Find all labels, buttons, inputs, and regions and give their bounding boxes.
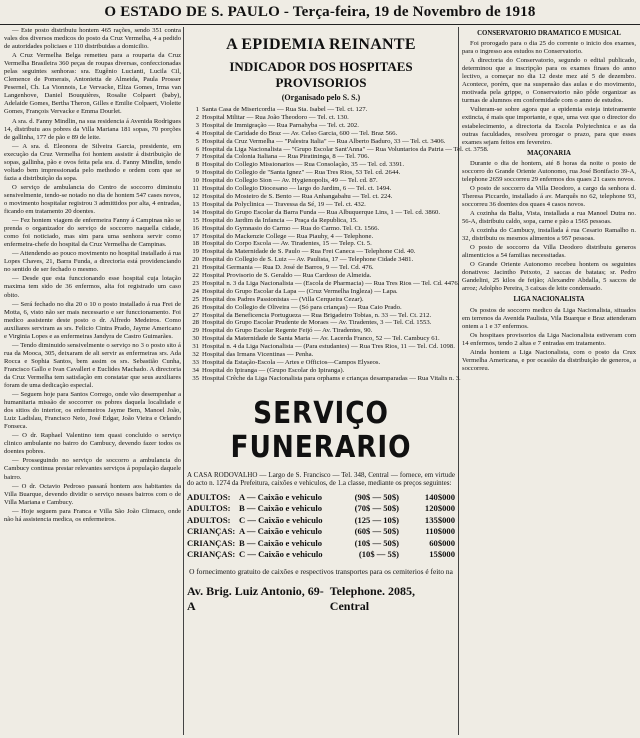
hospital-number: 9 (195, 169, 199, 177)
hospital-text: Hospital da Maternidade de S. Paulo — Rua Frei Caneca — Telephone Cid. 40. (202, 248, 416, 256)
hospital-number: 31 (192, 343, 199, 351)
hospital-text: Hospital da Colonia Italiana — Rua Piratininga, 8 — Tel. 706. (202, 153, 370, 161)
hospital-text: Hospital do Collegio Diocesano — largo do Jardim, 6 — Tel. ct. 1494. (202, 185, 392, 193)
hospital-entry (187, 351, 455, 359)
article-paragraph: O Grande Oriente Autonomo recebeu hontem os seguintes donativos: Jacintho Peixoto, 2 saccas de batatas; sr. Pedro Gandelini, 25 kilos de feijão; Alexandre Abdalla, 5 saccos de arroz; Adolpho Pereira, 3 caixas de leite condensado. (462, 261, 636, 293)
funeral-service-heading: SERVIÇO FUNERARIO (230, 395, 412, 465)
hospital-number: 19 (192, 248, 199, 256)
hospital-text: Hospital da Cruz Vermelha — "Palestra Italia" — Rua Alberto Baduro, 33 — Tel. ct. 3406. (202, 137, 446, 145)
hospital-entry (187, 225, 455, 233)
funeral-price-cell: B — Caixão e vehiculo (239, 537, 323, 548)
hospital-number: 13 (192, 200, 199, 208)
hospital-number: 17 (192, 232, 199, 240)
hospital-text: Hospital do Corpo Escola — Av. Tiradentes, 15 — Telep. Ct. 5. (202, 240, 372, 248)
article-paragraph: Os hospitaes provisorios da Liga Nacionalista estiveram com 14 enfermos, tendo 2 altas e 7 entradas em tratamento. (462, 331, 636, 347)
hospital-entry (187, 106, 455, 114)
hospital-entry (187, 114, 455, 122)
funeral-price-cell: 110$000 (425, 526, 455, 537)
article-paragraph: — Seguem hoje para Santos Corrego, onde vão desempenhar a humanitaria missão de soccorrer os pobres daquela localidade e dos sitios do interior, os enfermeiros Jayme Bem, Manoel João, Luiz Ladislau, Francisco Neto, José Edgar, João Vieira e Orlando Fonseca. (4, 391, 181, 431)
hospital-text: Hospital do Grupo Escolar Prudente de Moraes — Av. Tiradentes, 3 — Tel. Cd. 1553. (202, 319, 432, 327)
hospital-text: Hospital da Liga Nacionalista — "Grupo Escolar Sant'Anna" — Rua Voluntarios da Patria — Tel. ct. 3758. (202, 145, 489, 153)
hospital-entry (187, 169, 455, 177)
article-paragraph: — Será fechado no dia 20 o 10 o posto installado á rua Frei de Motta, 6, visto não ser mais necessario e ser funccionamento. Foi medico assistente deste posto o dr. Alfredo Medeiros. Como auxiliares serviram as srs. Felicio Cintra Prado, Jayme Americano e Virginia Lopes e as enfermeiras Jandyra de Castro Guimarães. (4, 300, 181, 340)
hospital-entry (187, 327, 455, 335)
hospital-number: 14 (192, 208, 199, 216)
hospital-text: Hospital de Caridade do Braz — Av. Celso Garcia, 600 — Tel. Braz 566. (202, 129, 398, 137)
funeral-price-cell: (125 — 10$) (354, 514, 399, 525)
funeral-price-cell: ADULTOS: (187, 514, 231, 525)
hospital-text: Hospital do Collegio de "Santa Ignez" — Rua Tres Rios, 53 Tel. cd. 2644. (202, 169, 401, 177)
hospital-entry (187, 240, 455, 248)
hospital-entry (187, 272, 455, 280)
hospital-text: Hospital do Gymnasio do Carmo — Rua do Carmo. Tel. Ct. 1566. (202, 224, 380, 232)
article-paragraph: — A sra. d. Eleonora de Silveira Garcia, presidente, em execução da Cruz Vermelha foi hontem assistir á distribuição de sopas, gallinha, pão e ovos feita pela sra. d. Fanny Mindlin, tendo voltado bem impressionada pelo methodo e ordem com que se fazia a distribuição da sopa. (4, 142, 181, 182)
hospital-text: Hospital da Polyclinica — Travessa da Sé, 19 — Tel. ct. 432. (202, 200, 366, 208)
article-paragraph: — Este posto distribuiu hontem 465 rações, sendo 351 contra vales dos diversos medicos do posto da Cruz Vermelha, 4 a pedido de autoridades policiaes e 110 distribuidas a domicilio. (4, 27, 181, 51)
hospital-text: Hospital n. 3 da Liga Nacionalista — (Escola de Pharmacia) — Rua Tres Rios — Tel. Cd. 4476. (202, 279, 460, 287)
hospital-text: Hospital do Collegio Sion — Av. Hygienopolis, 49 — Tel. cd. 87. (202, 177, 378, 185)
newspaper-masthead: O ESTADO DE S. PAULO - Terça-feira, 19 de Novembro de 1918 (0, 0, 640, 25)
funeral-price-cell: (90$ — 50$) (354, 491, 399, 502)
funeral-price-table (187, 492, 455, 561)
article-paragraph: Vulteram-se sobre agora que a epidemia esteja inteiramente extincta, é mais que importante, e que, uma vez que o director do estabelecimento, a directoria da Escola Polytechnica e as da outras faculdades, resolveu prorogar o prazo, para que esses exames sejam feitos em fevereiro. (462, 106, 636, 146)
article-paragraph: O posto de soccorro da Villa Deodoro, a cargo da senhora d. Theresa Piccardo, installado á av. Marquês no 62, telephone 93, soccorreu 36 doentes dos quaes 4 casos novos. (462, 184, 636, 208)
index-organizer-note: (Organisado pelo S. S.) (281, 93, 361, 102)
center-column (187, 27, 489, 735)
article-paragraph: — Tendo diminuido sensivelmente o serviço no 3 o posto sito á rua da Mooca, 305, deixaram de ali servir as enfermeiras srs. Ada Rocca e Sophia Santos, bem assim os srs. Sebastião Cunha, Francisco Gallo e Ivan Cavalleri e Euclides Machado. A directoria da Cruz Vermelha tem satisfação em constatar que seus auxiliares foram de uma dedicação especial. (4, 341, 181, 390)
hospital-text: Hospital Crêche da Liga Nacionalista para orphams e crianças desamparadas — Rua Vitalis n. 3. (202, 374, 461, 382)
conservatorio-heading: CONSERVATORIO DRAMATICO E MUSICAL (477, 30, 621, 37)
article-paragraph: — Prosseguindo no serviço de soccorro a ambulancia do Cambucy continua prestar relevantes serviços á população daquele bairro. (4, 457, 181, 481)
hospital-number: 12 (192, 192, 199, 200)
hospital-number: 16 (192, 224, 199, 232)
hospital-entry (187, 122, 455, 130)
epidemic-headline: A EPIDEMIA REINANTE (226, 36, 416, 53)
maconaria-heading: MAÇONARIA (527, 149, 571, 157)
hospital-text: Hospital do Mackenzie College — Rua Piauhy, 4 — Telephone. (202, 232, 374, 240)
hospital-text: Hospital do Jardim da Infancia — Praça da Republica, 15. (202, 216, 358, 224)
funeral-price-row (187, 538, 455, 550)
hospital-number: 11 (192, 185, 199, 193)
article-paragraph: A Cruz Vermelha Belga remetteu para a rouparia da Cruz Vermelha Brasileira 360 peças de roupas diversas, confeccionadas pelas seguintes senhoras: sra. Eugênio Lucianti, Lucila Cil, Clemence de Pomerais, Antonietta de Almeida, Paula Prosser Pesernel, Ch. La Vionnois, Le Vervacke, Eliza Gomes, Irma van Langenhove, Daniel Bouquières, Rosalie Colpaert (baby), Adelaide Gomes, Bertha Theron, Gilles e Emilie Colpaert, Violette Gomes, François Vervacke e Emma Dourlet. (4, 52, 181, 116)
hospital-entry (187, 359, 455, 367)
hospital-text: Hospital Germania — Rua D. José de Barros, 9 — Tel. Cd. 476. (202, 264, 374, 272)
article-paragraph: O posto de soccorro da Villa Deodoro distribuiu generos alimenticios a 54 familias necessitadas. (462, 244, 636, 260)
hospital-entry (187, 217, 455, 225)
article-paragraph: — Attendendo ao pouco movimento no hospital installado á rua Lopes Chaves, 21, Barra Funda, a directoria está providenciando no sentido de ser fechado o mesmo. (4, 250, 181, 274)
hospital-number: 22 (192, 272, 199, 280)
article-paragraph: — O dr. Raphael Valentino tem quasi concluido o serviço clinico ambulante no bairro do Cambucy, devendo fazer todos os doentes pobres. (4, 432, 181, 456)
hospital-number: 2 (195, 113, 199, 121)
hospital-number: 20 (192, 256, 199, 264)
hospital-entry (187, 374, 461, 383)
hospital-text: Hospital da Beneficencia Portugueza — Rua Brigadeiro Tobias, n. 33 — Tel. Ct. 212. (202, 311, 432, 319)
hospital-text: Hospital Provisorio de S. Geraldo — Rua Cardoso de Almeida. (202, 272, 372, 280)
hospital-entry (187, 185, 455, 193)
hospital-entry (187, 248, 455, 256)
hospital-number: 34 (192, 366, 199, 374)
hospital-entry (187, 138, 455, 146)
hospital-number: 1 (195, 106, 199, 113)
funeral-price-cell: C — Caixão e vehiculo (239, 514, 323, 525)
hospital-number: 10 (192, 177, 199, 185)
funeral-price-cell: A — Caixão e vehiculo (239, 491, 323, 502)
funeral-address-line (187, 584, 455, 614)
article-paragraph: O serviço de ambulancia do Centro de soccorro diminuiu sensivelmente, tendo-se notado no dia de hontem 547 cases novos, o movimento hospitalar registrou 3 admittidos por alta, 4 entradas, ficando em tratamento 20 doentes. (4, 183, 181, 216)
hospital-text: Hospital do Collegio de Oliveira — (Só para crianças) — Rua Caio Prado. (202, 303, 402, 311)
funeral-price-cell: ADULTOS: (187, 503, 231, 514)
funeral-price-cell: CRIANÇAS: (187, 537, 236, 548)
funeral-price-row (187, 492, 455, 504)
hospital-number: 26 (192, 303, 199, 311)
hospital-text: Hospital do Collegio Missionarios — Rua Consolação, 35 — Tel. cd. 3391. (202, 161, 405, 169)
hospital-entry (187, 193, 455, 201)
article-paragraph: — Hoje seguem para Franca e Villa São João Climaco, onde não há assistencia medica, os enfermeiros. (4, 507, 181, 523)
hospital-entry (187, 233, 455, 241)
hospital-entry (187, 279, 460, 288)
hospital-number: 27 (192, 311, 199, 319)
article-paragraph: A cozinha do Cambucy, installada á rua Cesario Ramalho n. 32, distribuiu os mesmos alimentos a 957 pessoas. (462, 227, 636, 243)
column-divider-left (183, 27, 184, 735)
funeral-price-cell: 15$000 (429, 549, 455, 560)
hospital-number: 29 (192, 327, 199, 335)
article-paragraph: Foi prorogado para o dia 25 do corrente o inicio dos exames, para o ingresso aos estudos no Conservatorio. (462, 40, 636, 56)
hospital-number: 15 (192, 216, 199, 224)
funeral-price-row (187, 515, 455, 527)
hospital-text: Hospital n. 4 da Liga Nacionalista — (Para estudantes) — Rua Tres Rios, 11 — Tel. Cd. 1098. (202, 343, 455, 351)
article-paragraph: — Desde que esta funccionando esse hospital cuja lotação maxima tem sido de 36 enfermos, alta foi registrado um caso obito. (4, 275, 181, 299)
funeral-price-cell: (60$ — 50$) (354, 526, 399, 537)
hospital-number: 3 (195, 121, 199, 129)
hospital-entry (187, 161, 455, 169)
hospital-text: Hospital do Mosteiro de S. Bento — Rua Anhangabahu — Tel. ct. 224. (202, 192, 393, 200)
hospital-number: 32 (192, 351, 199, 359)
hospital-number: 18 (192, 240, 199, 248)
hospital-text: Hospital Militar — Rua João Theodoro — Tel. ct. 130. (202, 113, 349, 121)
hospital-text: Hospital das Irmans Vicentinas — Penha. (202, 351, 314, 359)
hospital-entry (187, 304, 455, 312)
hospital-number: 4 (195, 129, 199, 137)
article-paragraph: Os postos de soccorro medico da Liga Nacionalista, situados em terrenos da Avenida Paulista, Vila Buarque e Braz attenderam ontem a 1 e 37 enfermos. (462, 306, 636, 330)
hospital-text: Hospital do Grupo Escolar da Lapa — (Cruz Vermelha Ingleza) — Lapa. (202, 287, 398, 295)
hospital-number: 28 (192, 319, 199, 327)
hospital-entry (187, 256, 455, 264)
hospital-text: Santa Casa de Misericordia — Rua Sta. Isabel — Tel. ct. 127. (202, 106, 368, 113)
hospital-number: 8 (195, 161, 199, 169)
hospital-text: Hospital do Ipiranga — (Grupo Escolar do Ipiranga). (202, 366, 345, 374)
hospital-number: 24 (192, 287, 199, 295)
hospital-text: Hospital do Grupo Escolar da Barra Funda — Rua Albuquerque Lins, 1 — Tel. cd. 3860. (202, 208, 441, 216)
funeral-phone: Telephone. 2085, Central (329, 583, 416, 613)
hospital-number: 7 (195, 153, 199, 161)
funeral-price-cell: ADULTOS: (187, 491, 231, 502)
article-paragraph: A sra. d. Fanny Mindlin, na sua residencia á Avenida Rodrigues 14, distribuiu aos pobres da Villa Mariana 181 sopas, 70 porções de gallinha, 177 de pão e 89 de leite. (4, 117, 181, 141)
hospital-text: Hospital dos Padres Passionistas — (Villa Cerqueira Cezar). (202, 295, 364, 303)
hospital-entry (187, 312, 455, 320)
hospital-text: Hospital do Grupo Escolar Regente Feijó — Av. Tiradentes, 90. (202, 327, 373, 335)
hospital-number: 21 (192, 264, 199, 272)
funeral-price-row (187, 549, 455, 561)
hospital-entry (187, 209, 455, 217)
funeral-address: Av. Brig. Luiz Antonio, 69-A (187, 583, 324, 613)
funeral-price-cell: A — Caixão e vehiculo (239, 526, 323, 537)
hospital-entry (187, 130, 455, 138)
hospital-text: Hospital de Immigração — Rua Parnahyba — Tel. ct. 202. (202, 121, 359, 129)
article-paragraph: Durante o dia de hontem, até 8 horas da noite o posto de soccorro do Grande Oriente Autonomo, rua José Bonifacio 39-A, telephone 2659 soccorreu 29 enfermos dos quaes 21 casos novos. (462, 159, 636, 183)
hospital-number: 33 (192, 359, 199, 366)
funeral-free-note: O fornecimento gratuito de caixões e respectivos transportes para os cemiterios é feito na (189, 566, 453, 576)
hospital-entry (187, 145, 489, 154)
funeral-price-cell: (10$ — 5$) (358, 549, 399, 560)
hospital-index-heading: INDICADOR DOS HOSPITAES PROVISORIOS (229, 59, 413, 90)
hospital-text: Hospital da Maternidade de Santa Maria — Av. Lacerda Franco, 52 — Tel. Cambucy 61. (202, 335, 440, 343)
funeral-price-cell: CRIANÇAS: (187, 526, 236, 537)
hospital-entry (187, 343, 455, 351)
hospital-entry (187, 288, 455, 296)
article-paragraph: — O dr. Octavio Pedroso passará hontem aos habitantes da Villa Buarque, devendo dividir o serviço nesses bairros com o de Villa Mariana e Cambucy. (4, 482, 181, 506)
hospital-number: 6 (195, 145, 199, 153)
funeral-price-cell: 60$000 (429, 537, 455, 548)
article-paragraph: Ainda hontem a Liga Nacionalista, com o posto da Crux Vermelha Americana, e por ocasião da distribuição de generos, a soccorreu. (462, 348, 636, 372)
funeral-price-row (187, 526, 455, 538)
hospital-list (187, 106, 489, 383)
hospital-entry (187, 319, 455, 327)
hospital-number: 5 (195, 137, 199, 145)
funeral-price-cell: C — Caixão e vehiculo (239, 549, 323, 560)
funeral-price-cell: (10$ — 50$) (354, 537, 399, 548)
funeral-price-cell: 140$000 (424, 491, 455, 502)
hospital-entry (187, 201, 455, 209)
hospital-text: Hospital da Estação-Escola — Artes e Officios—Campos Elyseos. (202, 359, 381, 366)
hospital-number: 25 (192, 295, 199, 303)
hospital-entry (187, 367, 455, 375)
hospital-entry (187, 177, 455, 185)
hospital-entry (187, 153, 455, 161)
right-news-column (462, 27, 636, 735)
hospital-text: Hospital do Collegio de S. Luiz — Av. Paulista, 17 — Telephone Cidade 3481. (202, 256, 414, 264)
hospital-entry (187, 264, 455, 272)
funeral-price-cell: CRIANÇAS: (187, 549, 236, 560)
funeral-price-row (187, 503, 455, 515)
funeral-intro-text: A CASA RODOVALHO — Largo de S. Francisco — Tel. 348, Central — fornece, em virtude do acto n. 1274 da Prefeitura, caixões e vehiculos, de 1.a classe, mediante os preços seguintes: (187, 470, 455, 488)
hospital-number: 35 (192, 374, 199, 382)
article-paragraph: — Fez hontem viagem de enfermeira Fanny á Campinas não se prenda o organizador do serviço de soccorro naquella cidade, como foi noticiado, mas sim para uma senhora servir como enfermeira-chefe do hospital da Cruz Vermelha de Campinas. (4, 217, 181, 249)
funeral-price-cell: 120$000 (424, 503, 455, 514)
liga-nacionalista-heading: LIGA NACIONALISTA (513, 296, 585, 304)
hospital-number: 23 (192, 279, 199, 287)
funeral-price-cell: 135$000 (424, 514, 455, 525)
hospital-number: 30 (192, 335, 199, 343)
article-paragraph: A directoria do Conservatorio, segundo o edital publicado, determinou que a inscripção para os exames finaes do anno lectivo, a começar no dia 12 deste mez até 5 de dezembro. Acontece, porém, que na suspensão das aulas e do movimento, motivada pela grippe, o Conservatorio não pôde organizar as turmas de alumnos em conformidade com o anno de estudos. (462, 57, 636, 105)
left-news-column (4, 27, 181, 735)
article-paragraph: A cozinha da Balta, Vista, installada a rua Manoel Dutra no. 56-A, distribuiu caldo, sopa, carne e pão a 1565 pessoas. (462, 209, 636, 226)
hospital-entry (187, 296, 455, 304)
funeral-price-cell: B — Caixão e vehiculo (239, 503, 323, 514)
funeral-price-cell: (70$ — 50$) (354, 503, 399, 514)
hospital-entry (187, 335, 455, 343)
